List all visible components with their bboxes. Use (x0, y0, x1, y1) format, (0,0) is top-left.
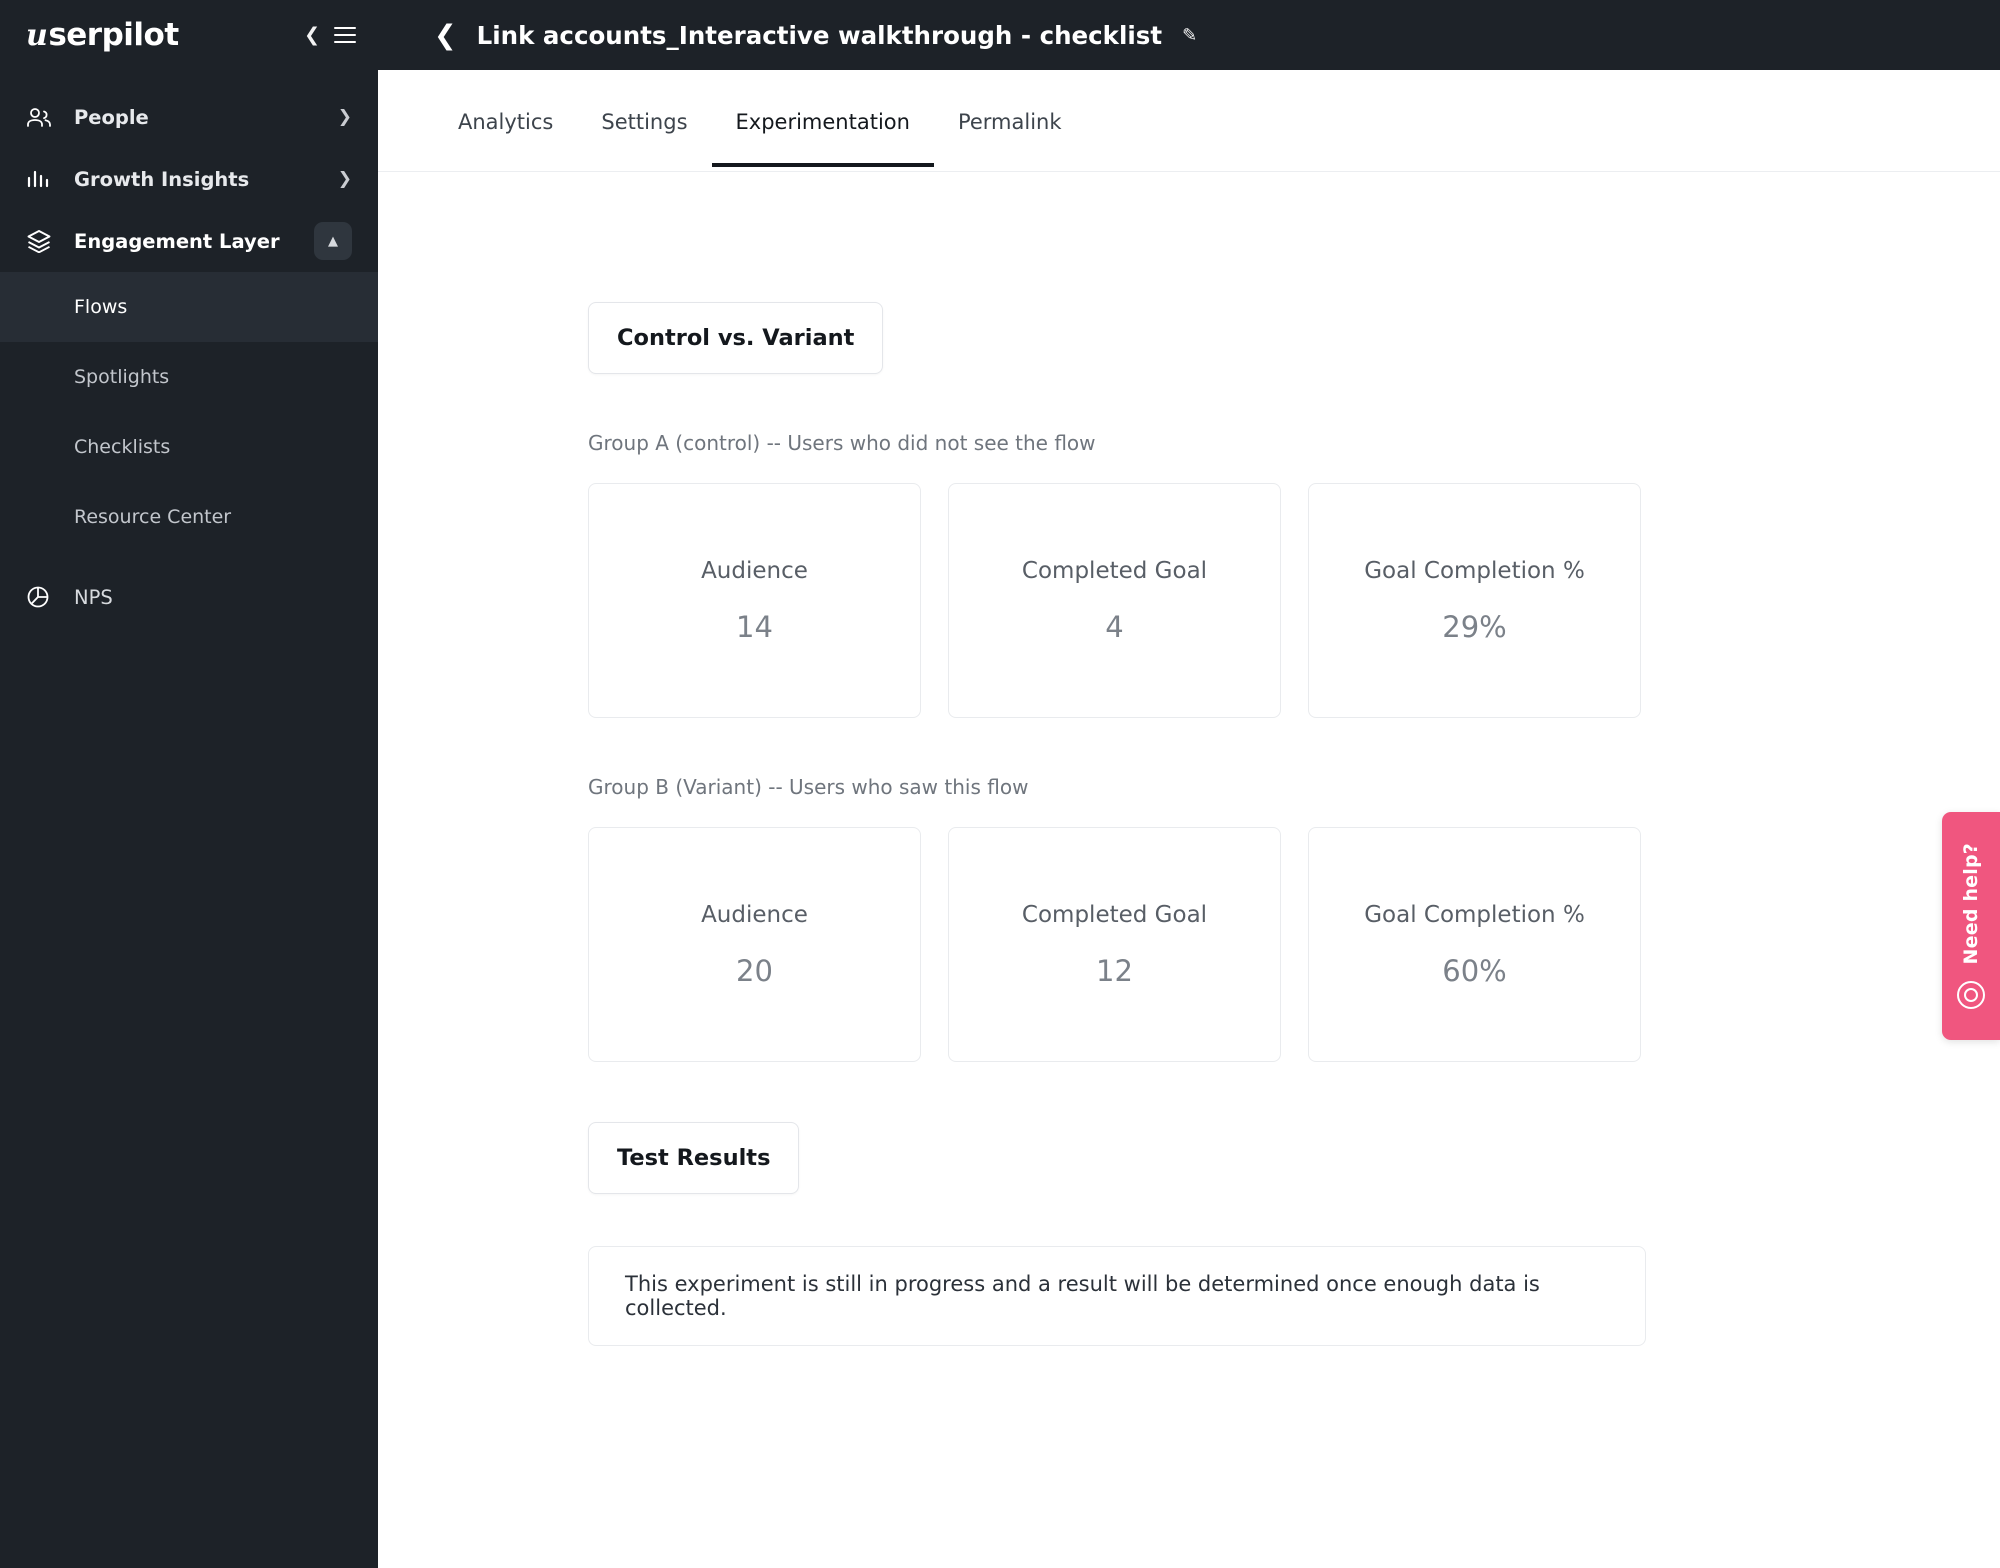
people-icon (26, 106, 60, 128)
control-vs-variant-heading: Control vs. Variant (588, 302, 883, 374)
test-results-heading: Test Results (588, 1122, 799, 1194)
sidebar-item-label: Engagement Layer (74, 229, 280, 253)
sidebar-item-flows[interactable] (0, 272, 378, 342)
tab-label: Settings (601, 109, 688, 134)
sidebar-item-label: Growth Insights (74, 167, 250, 191)
test-results-text: This experiment is still in progress and a result will be determined once enough data is collected. (625, 1272, 1540, 1320)
metric-label: Completed Goal (1021, 557, 1208, 584)
chevron-right-icon: ❯ (337, 169, 352, 189)
need-help-label: Need help? (1960, 843, 1982, 965)
back-chevron-icon[interactable]: ❮ (434, 19, 457, 51)
need-help-tab[interactable] (1942, 812, 2000, 1040)
metric-card (588, 483, 921, 718)
metric-value: 12 (1096, 953, 1133, 988)
sidebar-item-nps[interactable] (0, 566, 378, 628)
experimentation-panel (378, 172, 2000, 1568)
topbar (378, 0, 2000, 70)
tab-label: Experimentation (735, 109, 910, 134)
group-a-caption: Group A (control) -- Users who did not see the flow (588, 431, 1096, 455)
metric-label: Goal Completion % (1364, 557, 1585, 584)
tab-settings[interactable] (577, 76, 711, 166)
metric-label: Audience (701, 557, 808, 584)
sidebar-subitem-label: Spotlights (74, 366, 170, 388)
tab-analytics[interactable] (434, 76, 577, 166)
sidebar-item-label: People (74, 105, 149, 129)
test-results-message (588, 1246, 1646, 1346)
metric-card (948, 483, 1281, 718)
pie-chart-icon (26, 585, 60, 609)
sidebar-subitem-label: Flows (74, 296, 128, 318)
sidebar-item-label: NPS (74, 585, 113, 609)
tab-bar (378, 70, 2000, 172)
sidebar-item-spotlights[interactable] (0, 342, 378, 412)
chevron-left-icon[interactable]: ❮ (304, 23, 320, 46)
group-b-metrics (588, 827, 2000, 1062)
main-area (378, 0, 2000, 1568)
sidebar-item-resource-center[interactable] (0, 482, 378, 552)
metric-value: 4 (1105, 609, 1124, 644)
sidebar-nav (0, 86, 378, 628)
bar-chart-icon (26, 168, 60, 190)
metric-card (1308, 483, 1641, 718)
sidebar-item-growth-insights[interactable] (0, 148, 378, 210)
tab-experimentation[interactable] (712, 76, 934, 166)
metric-value: 14 (736, 609, 773, 644)
metric-card (588, 827, 921, 1062)
page-title: Link accounts_Interactive walkthrough - checklist (476, 20, 1163, 50)
metric-value: 60% (1442, 953, 1507, 988)
group-a-metrics (588, 483, 2000, 718)
logo-initial: u (26, 17, 48, 53)
hamburger-icon[interactable] (334, 27, 356, 43)
tab-label: Analytics (458, 109, 554, 134)
sidebar-subitem-label: Checklists (74, 436, 171, 458)
sidebar-item-checklists[interactable] (0, 412, 378, 482)
metric-card (1308, 827, 1641, 1062)
metric-card (948, 827, 1281, 1062)
metric-value: 29% (1442, 609, 1507, 644)
sidebar-header (0, 0, 378, 70)
sidebar (0, 0, 378, 1568)
metric-label: Goal Completion % (1364, 901, 1585, 928)
sidebar-controls (304, 23, 356, 46)
tab-label: Permalink (957, 109, 1062, 134)
metric-value: 20 (736, 953, 773, 988)
chevron-right-icon: ❯ (337, 107, 352, 127)
tab-permalink[interactable] (934, 76, 1086, 166)
chevron-up-icon[interactable]: ▲ (314, 222, 352, 260)
metric-label: Completed Goal (1021, 901, 1208, 928)
lifebuoy-icon (1957, 981, 1985, 1009)
sidebar-subitem-label: Resource Center (74, 506, 232, 528)
metric-label: Audience (701, 901, 808, 928)
pencil-icon[interactable]: ✎ (1182, 24, 1198, 46)
sidebar-item-people[interactable] (0, 86, 378, 148)
sidebar-item-engagement-layer[interactable] (0, 210, 378, 272)
logo-text: serpilot (48, 17, 179, 53)
group-b-caption: Group B (Variant) -- Users who saw this flow (588, 775, 1029, 799)
userpilot-logo (26, 17, 179, 53)
layers-icon (26, 229, 60, 253)
